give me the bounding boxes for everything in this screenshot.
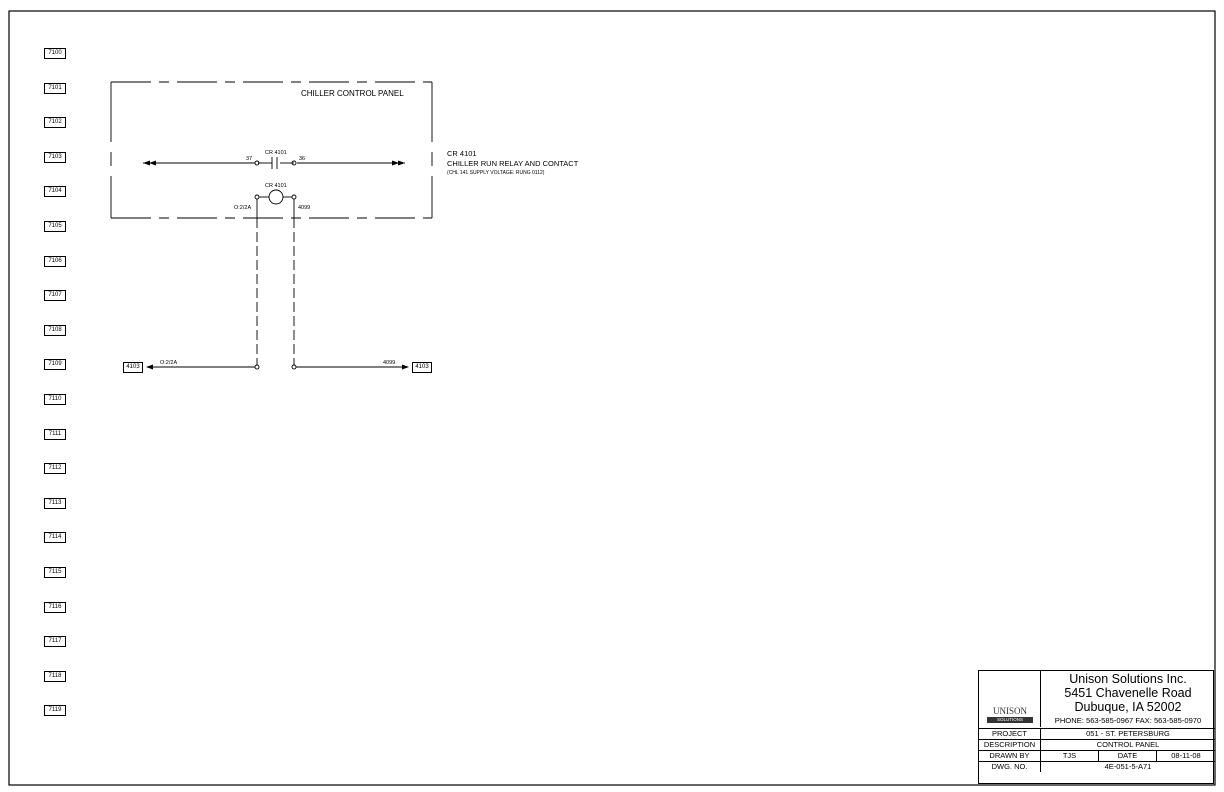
drawn-by-label: DRAWN BY (979, 751, 1041, 761)
coil-right-wire: 4099 (298, 205, 311, 211)
rung-number: 7100 (44, 48, 66, 59)
contact-tag: CR 4101 (265, 150, 287, 156)
rung-number: 7118 (44, 671, 66, 682)
terminal-coil-left (255, 195, 259, 199)
date-label: DATE (1099, 751, 1157, 761)
project-value: 051 - ST. PETERSBURG (1086, 729, 1170, 738)
rung-number: 7112 (44, 463, 66, 474)
company-logo (979, 671, 1041, 727)
rung-number: 7110 (44, 394, 66, 405)
coil-tag: CR 4101 (265, 183, 287, 189)
drawn-by-row (979, 750, 1215, 761)
rung-number: 7117 (44, 636, 66, 647)
company-name: Unison Solutions Inc. (1069, 672, 1187, 686)
arrow-left-icon (143, 161, 150, 166)
rung-number: 7104 (44, 186, 66, 197)
contact-left-wire: 37 (246, 156, 253, 162)
offpage-left-wire: O:2/2A (160, 360, 178, 366)
rung-number: 7108 (44, 325, 66, 336)
relay-coil-icon (269, 190, 283, 204)
rung-number: 7106 (44, 256, 66, 267)
logo-word: UNISON (992, 706, 1027, 716)
rung-number: 7109 (44, 359, 66, 370)
dwg-value: 4E-051-5-A71 (1104, 762, 1152, 771)
logo-subword: SOLUTIONS (987, 717, 1033, 723)
rung-number: 7113 (44, 498, 66, 509)
terminal-coil-right (292, 195, 296, 199)
field-wiring (147, 218, 408, 369)
description-line1: CR 4101 (447, 149, 477, 158)
rung-number: 7116 (44, 602, 66, 613)
arrow-left-icon (146, 365, 153, 370)
project-row (979, 728, 1215, 739)
rung-number: 7111 (44, 429, 66, 440)
rung-number: 7103 (44, 152, 66, 163)
date-value: 08-11-08 (1171, 751, 1201, 760)
rung-number: 7105 (44, 221, 66, 232)
arrow-right-icon (402, 365, 409, 370)
title-block (978, 670, 1214, 784)
terminal-field-right (292, 365, 296, 369)
project-label: PROJECT (979, 729, 1041, 739)
dwg-label: DWG. NO. (979, 762, 1041, 772)
offpage-ref-right: 4103 (412, 362, 432, 373)
rung-number: 7107 (44, 290, 66, 301)
rung-number: 7115 (44, 567, 66, 578)
offpage-right-wire: 4099 (383, 360, 396, 366)
sheet-border (9, 11, 1215, 785)
description-value: CONTROL PANEL (1096, 740, 1160, 749)
company-phone: PHONE: 563-585-0967 FAX: 563-585-0970 (1054, 716, 1202, 725)
description-line3: (CHL 141 SUPPLY VOLTAGE: RUNG 0112) (447, 170, 545, 176)
company-street: 5451 Chavenelle Road (1064, 686, 1192, 700)
rung-number: 7101 (44, 83, 66, 94)
contact-right-wire: 36 (299, 156, 306, 162)
offpage-ref-left: 4103 (123, 362, 143, 373)
description-row (979, 739, 1215, 750)
company-address (1041, 671, 1215, 714)
panel-label: CHILLER CONTROL PANEL (301, 89, 404, 98)
description-label: DESCRIPTION (979, 740, 1041, 750)
rung-number: 7102 (44, 117, 66, 128)
coil-rung (255, 190, 296, 218)
rung-number: 7119 (44, 705, 66, 716)
rung-number: 7114 (44, 532, 66, 543)
terminal-field-left (255, 365, 259, 369)
dwg-row (979, 761, 1215, 771)
description-line2: CHILLER RUN RELAY AND CONTACT (447, 159, 579, 168)
company-city: Dubuque, IA 52002 (1074, 700, 1182, 714)
contact-rung (143, 157, 405, 169)
drawn-by-value: TJS (1041, 751, 1099, 761)
coil-left-wire: O:2/2A (234, 205, 252, 211)
arrow-right-icon (398, 161, 405, 166)
